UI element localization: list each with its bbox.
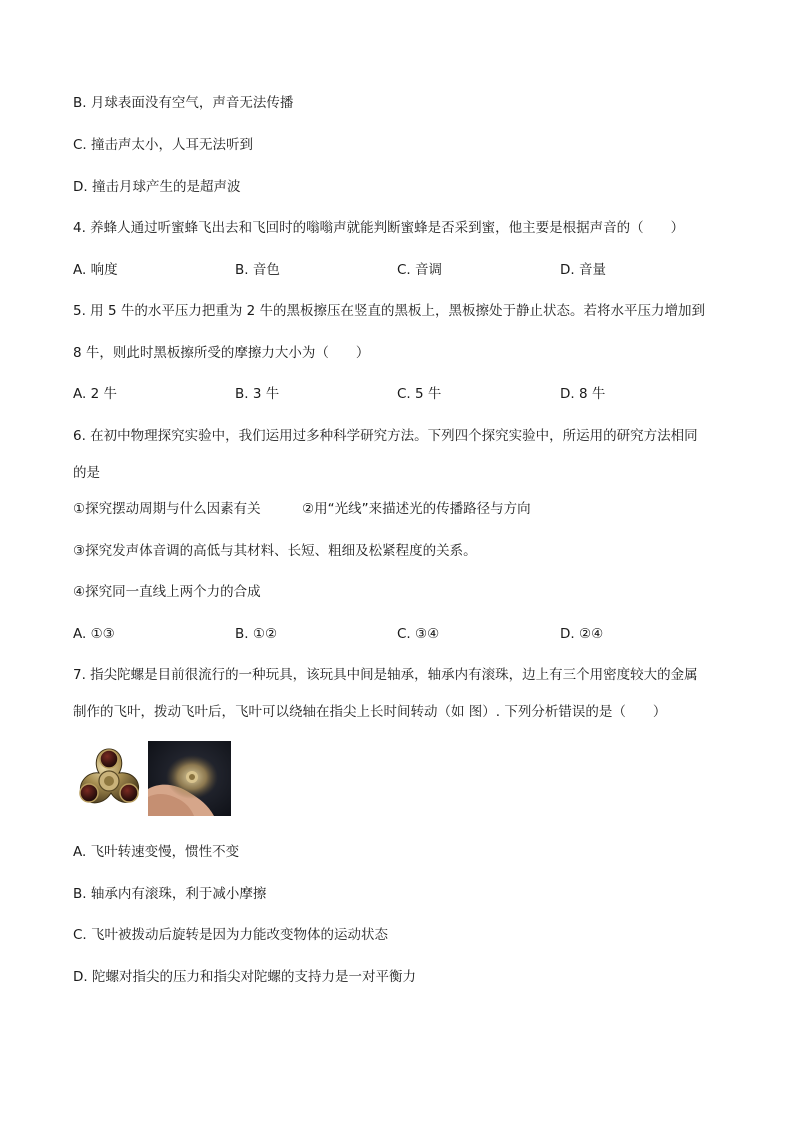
q6-option-d: D. ②④ [560,626,604,642]
q7-stem-line2: 制作的飞叶，拨动飞叶后，飞叶可以绕轴在指尖上长时间转动（如 图）. 下列分析错误的是（ ） [73,704,667,720]
q6-stem-line1: 6. 在初中物理探究实验中，我们运用过多种科学研究方法。下列四个探究实验中，所运用的研究方法相同 [73,428,698,444]
q7-option-b: B. 轴承内有滚珠，利于减小摩擦 [73,886,267,902]
spinning-hand-image [148,741,231,816]
q4-option-d: D. 音量 [560,262,606,278]
fidget-spinner-image [73,741,145,816]
q6-option-c: C. ③④ [397,626,440,642]
q6-option-a: A. ①③ [73,626,115,642]
q5-stem-line2: 8 牛，则此时黑板擦所受的摩擦力大小为（ ） [73,345,370,361]
q7-stem-line1: 7. 指尖陀螺是目前很流行的一种玩具，该玩具中间是轴承，轴承内有滚珠，边上有三个用密度较大的金属 [73,667,698,683]
q6-options [73,624,723,644]
q7-option-c: C. 飞叶被拨动后旋转是因为力能改变物体的运动状态 [73,927,389,943]
q6-stem-line2: 的是 [73,465,100,481]
q3-option-d: D. 撞击月球产生的是超声波 [73,179,241,195]
q7-option-a: A. 飞叶转速变慢，惯性不变 [73,844,240,860]
q4-stem: 4. 养蜂人通过听蜜蜂飞出去和飞回时的嗡嗡声就能判断蜜蜂是否采到蜜，他主要是根据声音的（ ） [73,220,685,236]
q3-option-c: C. 撞击声太小，人耳无法听到 [73,137,254,153]
q5-option-c: C. 5 牛 [397,386,442,402]
q5-stem-line1: 5. 用 5 牛的水平压力把重为 2 牛的黑板擦压在竖直的黑板上，黑板擦处于静止状态。若将水平压力增加到 [73,303,706,319]
q6-item3: ③探究发声体音调的高低与其材料、长短、粗细及松紧程度的关系。 [73,543,477,559]
q4-option-c: C. 音调 [397,262,443,278]
q4-option-b: B. 音色 [235,262,280,278]
q5-option-b: B. 3 牛 [235,386,280,402]
q5-options [73,384,723,404]
q5-option-a: A. 2 牛 [73,386,117,402]
q7-figure [73,741,231,816]
q5-option-d: D. 8 牛 [560,386,606,402]
q6-item2: ②用“光线”来描述光的传播路径与方向 [302,501,531,517]
q7-option-d: D. 陀螺对指尖的压力和指尖对陀螺的支持力是一对平衡力 [73,969,416,985]
q4-options [73,260,723,280]
q6-option-b: B. ①② [235,626,278,642]
q3-option-b: B. 月球表面没有空气，声音无法传播 [73,95,294,111]
q4-option-a: A. 响度 [73,262,118,278]
q6-item1: ①探究摆动周期与什么因素有关 [73,501,261,517]
q6-item4: ④探究同一直线上两个力的合成 [73,584,261,600]
